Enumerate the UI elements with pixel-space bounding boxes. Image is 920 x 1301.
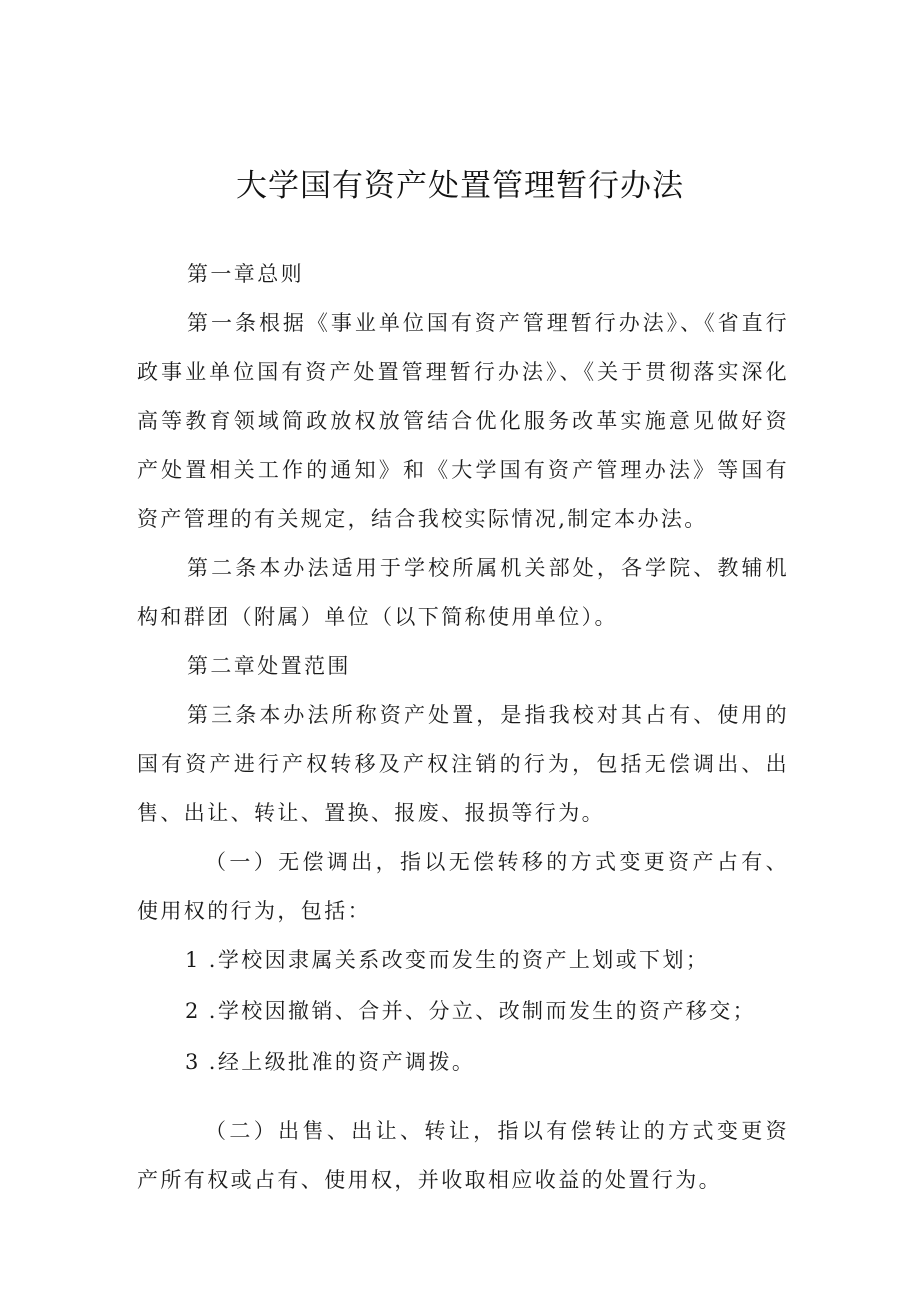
chapter-heading-1: 第一章总则: [187, 262, 304, 286]
list-item-number: 2: [185, 999, 201, 1023]
article-3: 第三条本办法所称资产处置，是指我校对其占有、使用的国有资产进行产权转移及产权注销的行为，包括无偿调出、出售、出让、转让、置换、报废、报损等行为。: [137, 703, 789, 825]
list-item-text: .经上级批准的资产调拨。: [208, 1050, 476, 1074]
list-item-number: 1: [185, 948, 201, 972]
document-title: 大学国有资产处置管理暂行办法: [236, 168, 684, 204]
list-item: [137, 1038, 789, 1089]
list-item-number: 3: [185, 1050, 201, 1074]
list-item-text: .学校因撤销、合并、分立、改制而发生的资产移交；: [208, 999, 757, 1023]
article-2: 第二条本办法适用于学校所属机关部处，各学院、教辅机构和群团（附属）单位（以下简称使用单位）。: [137, 556, 789, 629]
list-item: [137, 936, 789, 987]
list-item-text: .学校因隶属关系改变而发生的资产上划或下划；: [208, 948, 710, 972]
document-body: [137, 250, 789, 1205]
clause-1-intro: （一）无偿调出，指以无偿转移的方式变更资产占有、使用权的行为，包括：: [137, 850, 789, 923]
list-item: [137, 987, 789, 1038]
chapter-heading-2: 第二章处置范围: [187, 654, 351, 678]
clause-2-intro: （二）出售、出让、转让，指以有偿转让的方式变更资产所有权或占有、使用权，并收取相应收益的处置行为。: [137, 1119, 789, 1192]
spacer: [137, 1089, 789, 1107]
article-1: 第一条根据《事业单位国有资产管理暂行办法》、《省直行政事业单位国有资产处置管理暂行办法》、《关于贯彻落实深化高等教育领域简政放权放管结合优化服务改革实施意见做好资产处置相关工作的通知》和《大学国有资产管理办法》等国有资产管理的有关规定，结合我校实际情况,制定本办法。: [137, 311, 789, 531]
